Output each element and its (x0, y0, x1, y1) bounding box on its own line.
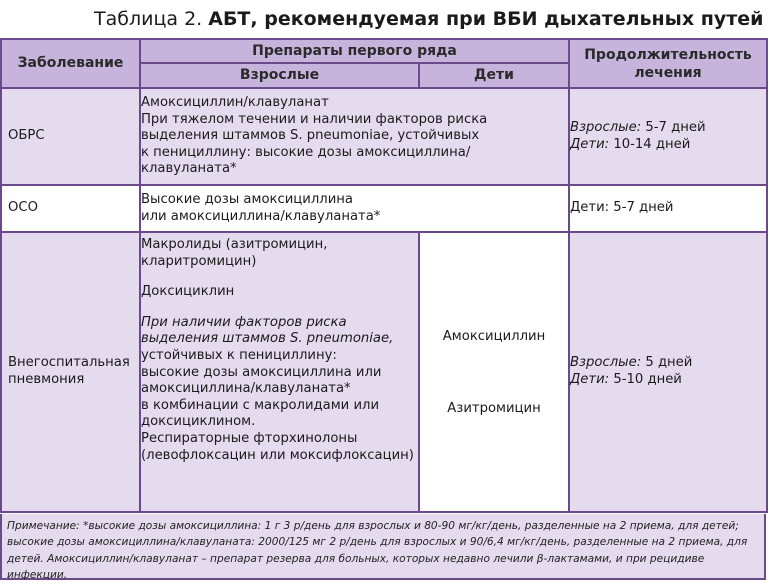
header-duration: Продолжительность лечения (569, 39, 767, 88)
pneumonia-line: Макролиды (азитромицин, кларитромицин) (141, 237, 328, 269)
duration-label: Взрослые: (570, 119, 642, 135)
duration-label: Взрослые: (570, 355, 642, 371)
table-row (1, 185, 767, 232)
duration-label: Дети: (570, 372, 610, 387)
duration-value: 5 дней (645, 355, 693, 371)
duration-value: 5-7 дней (645, 119, 706, 135)
duration-obrs (569, 88, 767, 185)
table-title (0, 0, 768, 38)
header-disease: Заболевание (1, 39, 140, 88)
obrs-line: При тяжелом течении и наличии факторов риска (141, 111, 488, 127)
title-main: АБТ, рекомендуемая при ВБИ дыхательных путей (208, 8, 764, 30)
header-children: Дети (419, 63, 569, 88)
pneumonia-line: (левофлоксацин или моксифлоксацин) (141, 447, 414, 463)
oso-line: или амоксициллина/клавуланата* (141, 208, 381, 224)
table-footnote: Примечание: *высокие дозы амоксициллина: 1 г 3 р/день для взрослых и 80-90 мг/кг/день, разделенные на 2 приема, для детей; высокие дозы амоксициллина/клавуланата: 2000/125 мг 2 р/день для взрослых и 90/6,4 мг/кг/день, разделенные на 2 приема, для детей. Амоксициллин/клавуланат – препарат резерва для больных, которых недавно лечили β-лактамами, и при рецидиве инфекции. (0, 514, 766, 580)
drugs-pneumonia-adults (140, 232, 419, 512)
antibiotic-table (0, 38, 768, 513)
disease-obrs: ОБРС (1, 88, 140, 185)
children-drug: Азитромицин (447, 400, 541, 416)
table-row (1, 88, 767, 185)
drugs-obrs (140, 88, 569, 185)
disease-oso: ОСО (1, 185, 140, 232)
drugs-pneumonia-children (419, 232, 569, 512)
obrs-line: к пенициллину: высокие дозы амоксициллина/ (141, 144, 471, 160)
duration-oso: Дети: 5-7 дней (569, 185, 767, 232)
header-first-line: Препараты первого ряда (140, 39, 569, 63)
duration-value: 10-14 дней (613, 136, 691, 152)
pneumonia-line: Респираторные фторхинолоны (141, 430, 358, 446)
duration-pneumonia (569, 232, 767, 512)
children-drug: Амоксициллин (442, 329, 546, 344)
obrs-line: клавуланата* (141, 161, 237, 177)
pneumonia-line: устойчивых к пенициллину: (141, 347, 337, 363)
pneumonia-line: в комбинации с макролидами или доксициклином. (141, 397, 380, 430)
pneumonia-line: высокие дозы амоксициллина или амоксициллина/клавуланата* (141, 364, 382, 397)
obrs-line: Амоксициллин/клавуланат (141, 95, 329, 111)
header-adults: Взрослые (140, 63, 419, 88)
drugs-oso (140, 185, 569, 232)
disease-pneumonia: Внегоспитальная пневмония (1, 232, 140, 512)
title-prefix: Таблица 2. (94, 8, 203, 30)
oso-line: Высокие дозы амоксициллина (141, 191, 353, 207)
duration-value: 5-10 дней (613, 372, 682, 387)
pneumonia-line: При наличии факторов риска выделения штаммов S. pneumoniae, (141, 314, 394, 347)
duration-label: Дети: (570, 136, 610, 152)
table-row (1, 232, 767, 512)
obrs-line: выделения штаммов S. pneumoniae, устойчивых (141, 128, 480, 144)
pneumonia-line: Доксициклин (141, 284, 235, 300)
